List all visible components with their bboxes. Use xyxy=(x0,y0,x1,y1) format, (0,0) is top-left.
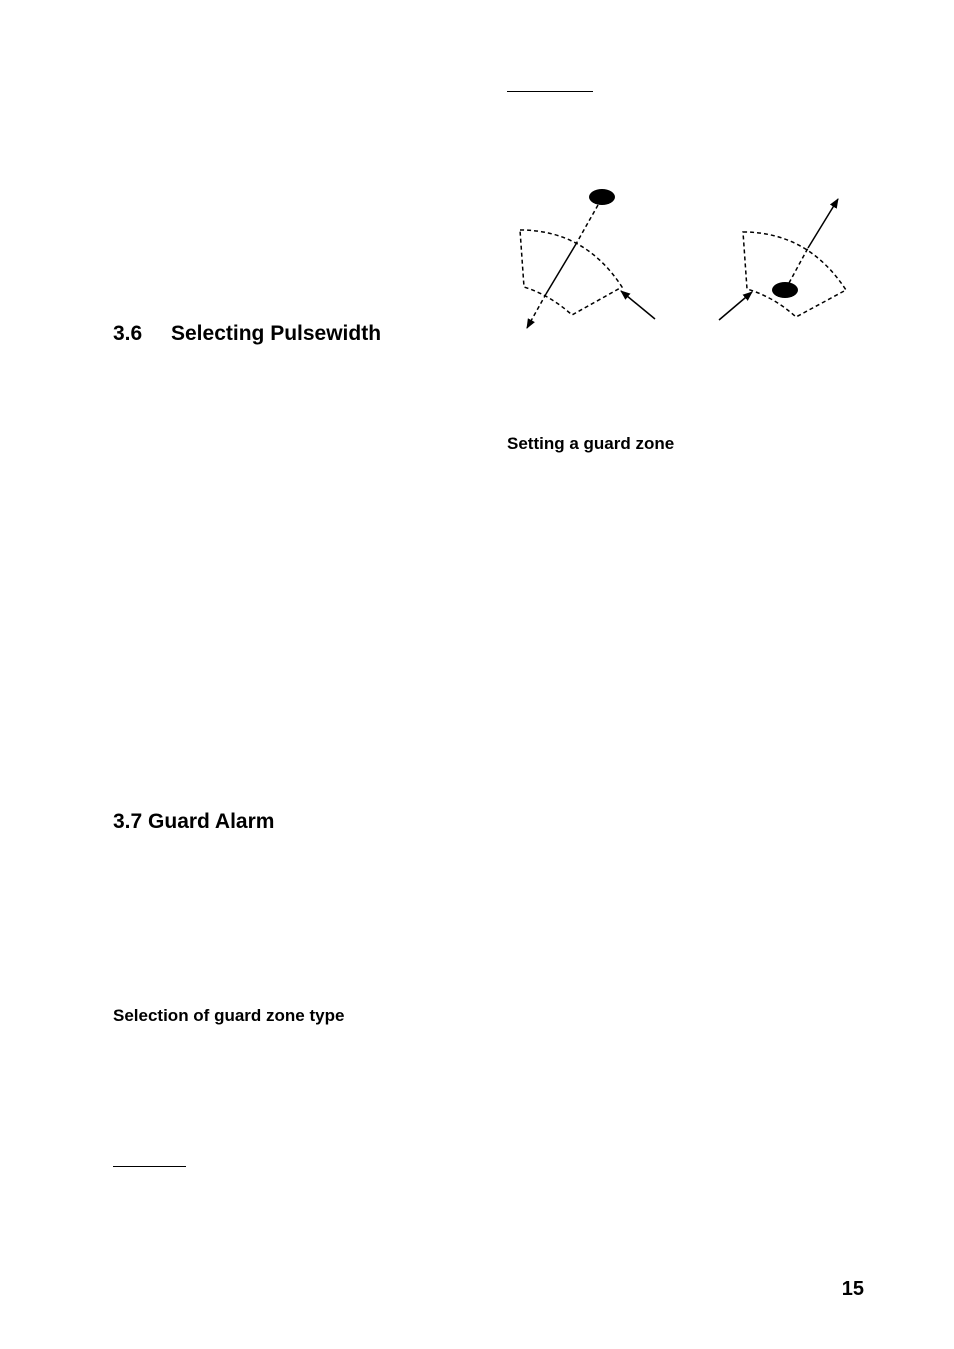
section-heading-3-6 xyxy=(113,322,381,346)
subheading-guard-zone-type: Selection of guard zone type xyxy=(113,1006,345,1025)
section-title: Selecting Pulsewidth xyxy=(171,322,382,345)
guard-zone-diagram xyxy=(500,180,870,340)
pointer-arrow-right xyxy=(719,292,752,320)
section-heading-3-7: 3.7 Guard Alarm xyxy=(113,810,275,833)
target-echo-left xyxy=(589,189,615,205)
bottom-divider-rule xyxy=(113,1166,186,1167)
target-track-left xyxy=(527,205,598,328)
figure-caption: Setting a guard zone xyxy=(507,434,675,453)
guard-zone-sector-left xyxy=(520,230,622,315)
guard-zone-sector-right xyxy=(743,232,846,317)
target-echo-right xyxy=(772,282,798,298)
top-divider-rule xyxy=(507,91,593,92)
pointer-arrow-left xyxy=(621,291,655,319)
page-number: 15 xyxy=(841,1278,864,1300)
section-number: 3.6 xyxy=(113,322,143,345)
